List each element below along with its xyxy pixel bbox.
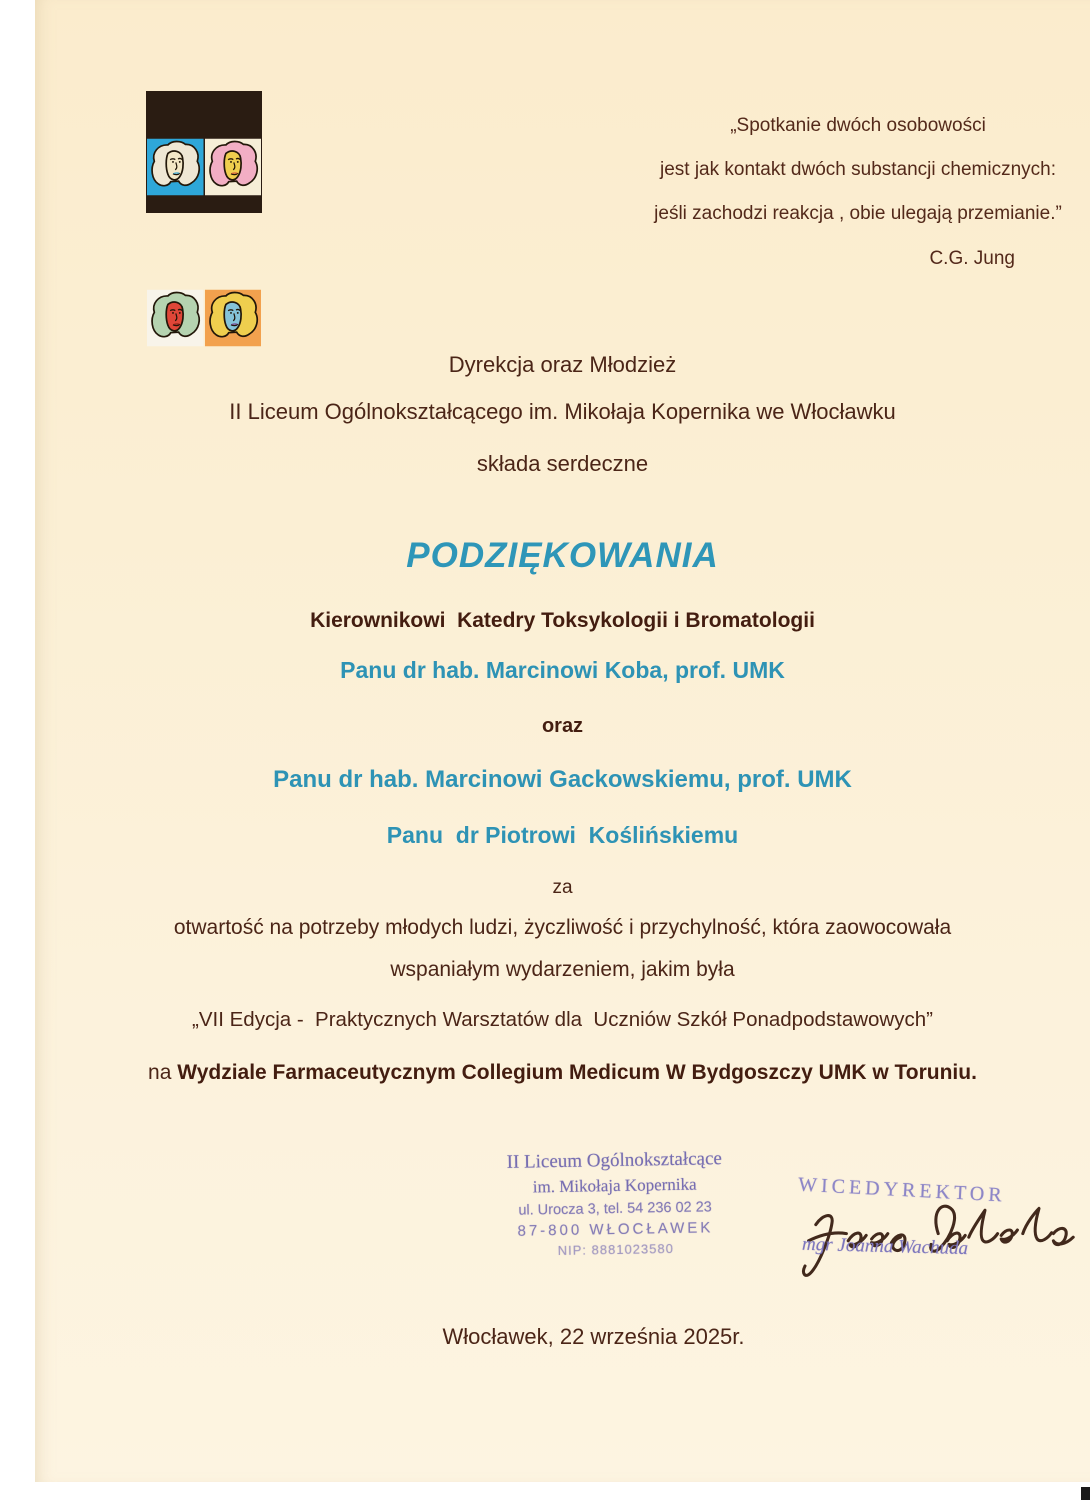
location-line — [35, 1061, 1090, 1085]
copernicus-logo — [147, 92, 261, 212]
stamp-line: II Liceum Ogólnokształcące — [506, 1148, 723, 1173]
recipient-name-2: Panu dr hab. Marcinowi Gackowskiemu, prof. UMK — [273, 766, 852, 793]
quote-line: jest jak kontakt dwóch substancji chemicznych: — [659, 159, 1056, 180]
location-prefix: na — [148, 1061, 178, 1084]
school-stamp — [464, 1147, 766, 1259]
stamp-line: ul. Urocza 3, tel. 54 236 02 23 — [518, 1199, 712, 1219]
scan-artifact-mark — [1081, 1487, 1090, 1500]
quote-author: C.G. Jung — [929, 248, 1015, 269]
copernicus-face-icon — [147, 92, 204, 242]
signer-name: mgr Joanna Wachuda — [801, 1233, 969, 1260]
quote-line: „Spotkanie dwóch osobowości — [730, 115, 986, 136]
stamp-line: im. Mikołaja Kopernika — [532, 1174, 697, 1197]
copernicus-face-icon — [205, 92, 262, 242]
intro-line-1: Dyrekcja oraz Młodzież — [448, 352, 677, 377]
stamp-line: 87-800 WŁOCŁAWEK — [517, 1219, 714, 1240]
conjunction-oraz: oraz — [541, 715, 584, 737]
body-line-2: wspaniałym wydarzeniem, jakim była — [390, 958, 735, 981]
page-title: PODZIĘKOWANIA — [406, 536, 719, 575]
recipient-name-3: Panu dr Piotrowi Koślińskiemu — [386, 822, 739, 848]
vice-director-role-label: WICEDYREKTOR — [797, 1173, 1007, 1207]
body-za: za — [552, 877, 573, 898]
intro-line-2: II Liceum Ogólnokształcącego im. Mikołaja Kopernika we Włocławku — [229, 399, 896, 424]
jung-quote — [633, 116, 1083, 270]
vice-director-signature-block — [780, 1172, 1090, 1292]
recipient-name-1: Panu dr hab. Marcinowi Koba, prof. UMK — [340, 657, 785, 683]
paper-sheet — [35, 0, 1090, 1482]
stamp-line: NIP: 8881023580 — [557, 1240, 675, 1259]
quote-line: jeśli zachodzi reakcja , obie ulegają przemianie.” — [654, 203, 1062, 224]
body-line-1: otwartość na potrzeby młodych ludzi, życzliwość i przychylność, która zaowocowała — [173, 916, 952, 939]
event-name: „VII Edycja - Praktycznych Warsztatów dla Uczniów Szkół Ponadpodstawowych” — [192, 1008, 933, 1031]
intro-line-3: składa serdeczne — [476, 451, 649, 476]
location-bold: Wydziale Farmaceutycznym Collegium Medicum W Bydgoszczy UMK w Toruniu. — [177, 1061, 977, 1084]
recipient-intro: Kierownikowi Katedry Toksykologii i Bromatologii — [310, 609, 815, 632]
date-line: Włocławek, 22 września 2025r. — [442, 1324, 745, 1349]
